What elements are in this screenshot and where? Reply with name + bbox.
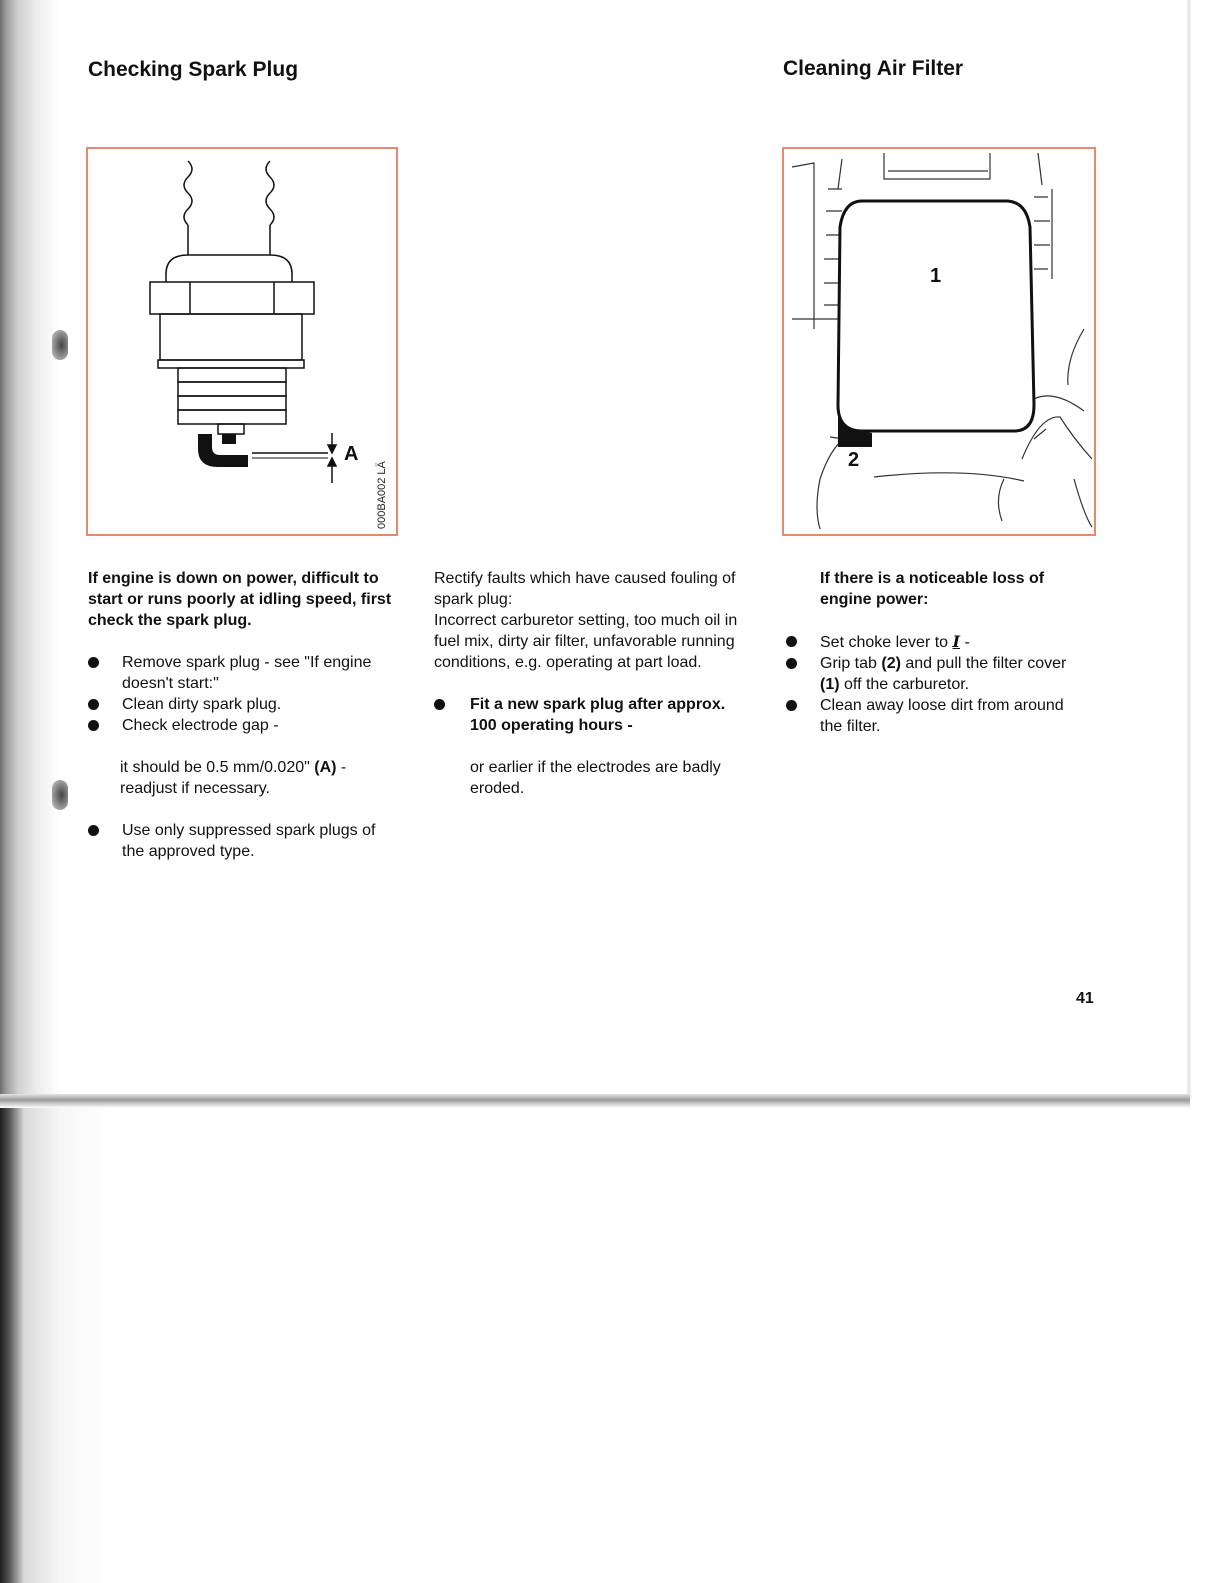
list-item: Clean dirty spark plug. <box>88 694 398 715</box>
punch-hole-bottom <box>52 780 68 810</box>
page-bottom-edge <box>0 1094 1190 1108</box>
fouling-causes: Rectify faults which have caused fouling of spark plug: <box>434 570 736 608</box>
air-filter-drawing <box>784 149 1094 534</box>
column-spark-plug-check <box>88 568 398 862</box>
list-item: Use only suppressed spark plugs of the approved type. <box>88 820 398 862</box>
list-item <box>786 631 1086 653</box>
air-filter-steps <box>786 631 1086 737</box>
list-item <box>786 653 1086 695</box>
electrode-gap-spec <box>88 757 398 799</box>
list-item: Check electrode gap - <box>88 715 398 736</box>
grip-text: Grip tab <box>820 655 877 672</box>
list-item: Remove spark plug - see "If engine doesn't start:" <box>88 652 398 694</box>
cover-reference: (1) <box>820 676 840 693</box>
spark-plug-figure <box>86 147 398 536</box>
tab-label-2: 2 <box>848 449 860 471</box>
eroded-note: or earlier if the electrodes are badly eroded. <box>470 759 721 797</box>
binding-shadow <box>0 0 60 1100</box>
gap-reference: (A) <box>314 759 337 776</box>
page-right-edge <box>1186 0 1192 1100</box>
cover-label-1: 1 <box>930 265 942 287</box>
off-text: off the carburetor. <box>839 676 970 693</box>
choke-symbol-icon: I <box>952 632 961 651</box>
spark-plug-steps <box>88 652 398 736</box>
gap-label-a: A <box>344 443 359 465</box>
spark-plug-drawing <box>88 149 396 534</box>
punch-hole-top <box>52 330 68 360</box>
fouling-reasons: Incorrect carburetor setting, too much oil in fuel mix, dirty air filter, unfavorable running conditions, e.g. operating at part load. <box>434 612 738 671</box>
pull-text: and pull the filter cover <box>900 655 1067 672</box>
air-filter-intro: If there is a noticeable loss of engine power: <box>820 570 1045 608</box>
spark-plug-note <box>88 820 398 862</box>
choke-dash: - <box>960 634 970 651</box>
replacement-note <box>434 694 748 736</box>
list-item: Clean away loose dirt from around the filter. <box>786 695 1086 737</box>
column-fouling <box>434 568 748 799</box>
column-air-filter <box>786 568 1086 737</box>
gap-dash: - <box>336 759 347 776</box>
list-item: Fit a new spark plug after approx. 100 operating hours - <box>434 694 748 736</box>
left-heading: Checking Spark Plug <box>88 58 299 81</box>
right-heading: Cleaning Air Filter <box>783 57 964 80</box>
readjust-text: readjust if necessary. <box>120 780 270 797</box>
page-number: 41 <box>1076 990 1094 1007</box>
lower-sheet <box>0 1100 1224 1583</box>
tab-reference: (2) <box>881 655 901 672</box>
choke-text: Set choke lever to <box>820 634 949 651</box>
figure-code: 000BA002 LÄ <box>376 461 388 529</box>
gap-text: it should be 0.5 mm/0.020" <box>120 759 310 776</box>
air-filter-figure <box>782 147 1096 536</box>
spark-plug-intro: If engine is down on power, difficult to start or runs poorly at idling speed, first check the spark plug. <box>88 570 392 629</box>
